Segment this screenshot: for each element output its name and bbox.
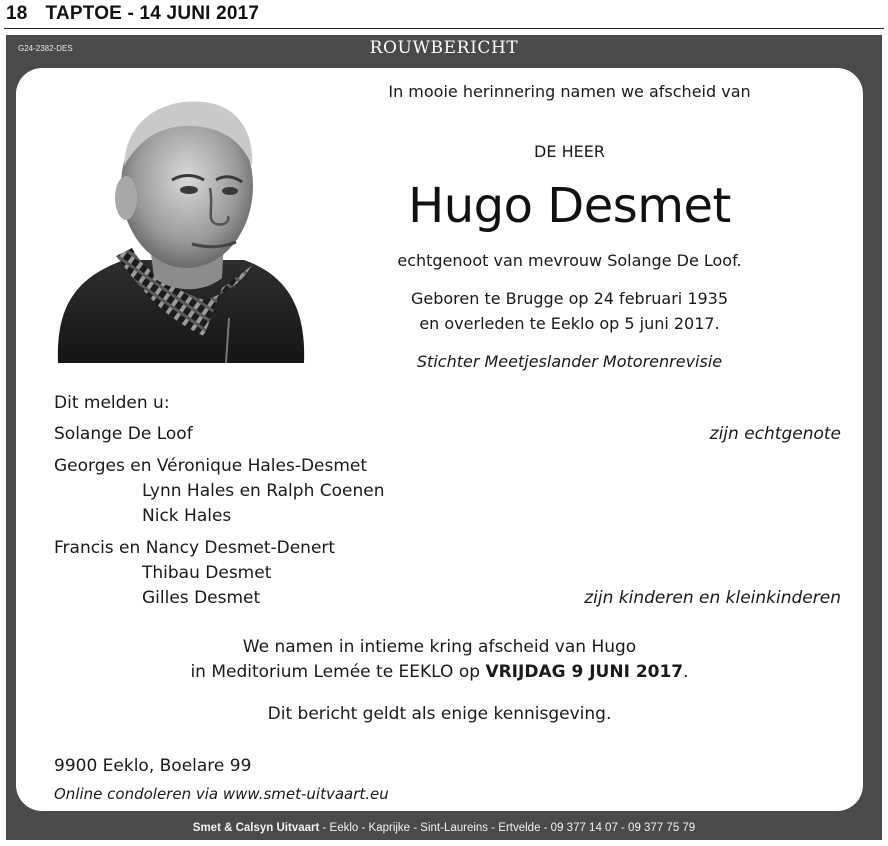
- founder-line: Stichter Meetjeslander Motorenrevisie: [416, 352, 723, 371]
- farewell-date: VRIJDAG 9 JUNI 2017: [485, 662, 684, 682]
- ad-code: G24-2382-DES: [18, 44, 73, 53]
- obituary-card: [16, 68, 863, 811]
- obituary-frame: [6, 35, 882, 840]
- address-line: 9900 Eeklo, Boelare 99: [54, 756, 252, 776]
- death-line: en overleden te Eeklo op 5 juni 2017.: [419, 314, 720, 333]
- newspaper-title: TAPTOE - 14 JUNI 2017: [45, 3, 260, 24]
- family-spouse: Solange De Loof: [54, 424, 193, 444]
- family-grandchild-1a: Lynn Hales en Ralph Coenen: [142, 481, 385, 501]
- condolences-line: Online condoleren via www.smet-uitvaart.eu: [54, 785, 389, 803]
- masthead-rule: [4, 28, 884, 29]
- newspaper-masthead: [6, 3, 259, 25]
- family-child-2: Francis en Nancy Desmet-Denert: [54, 538, 336, 558]
- obituary-heading: ROUWBERICHT: [369, 38, 519, 58]
- farewell-location: in Meditorium Lemée te EEKLO op: [190, 662, 486, 682]
- farewell-line-1: We namen in intieme kring afscheid van Hugo: [242, 637, 637, 657]
- funeral-home-details: - Eeklo - Kaprijke - Sint-Laureins - Ertvelde - 09 377 14 07 - 09 377 75 79: [319, 822, 696, 834]
- funeral-home-footer: [6, 822, 882, 834]
- family-grandchild-2b: Gilles Desmet: [142, 588, 261, 608]
- honorific: DE HEER: [534, 142, 605, 161]
- family-child-1: Georges en Véronique Hales-Desmet: [54, 456, 368, 476]
- page-number: 18: [6, 3, 28, 24]
- deceased-name: Hugo Desmet: [408, 178, 731, 234]
- family-grandchild-2a: Thibau Desmet: [142, 563, 272, 583]
- spouse-line: echtgenoot van mevrouw Solange De Loof.: [397, 251, 742, 270]
- funeral-home-name: Smet & Calsyn Uitvaart: [192, 822, 320, 834]
- announcers-label: Dit melden u:: [54, 393, 170, 413]
- farewell-line-2: [16, 662, 863, 682]
- kennisgeving-line: Dit bericht geldt als enige kennisgeving.: [267, 704, 612, 724]
- children-relation: zijn kinderen en kleinkinderen: [584, 588, 841, 608]
- intro-line: In mooie herinnering namen we afscheid van: [388, 82, 751, 101]
- farewell-period: .: [683, 662, 689, 682]
- family-grandchild-1b: Nick Hales: [142, 506, 232, 526]
- spouse-relation: zijn echtgenote: [709, 424, 841, 444]
- birth-line: Geboren te Brugge op 24 februari 1935: [410, 289, 729, 308]
